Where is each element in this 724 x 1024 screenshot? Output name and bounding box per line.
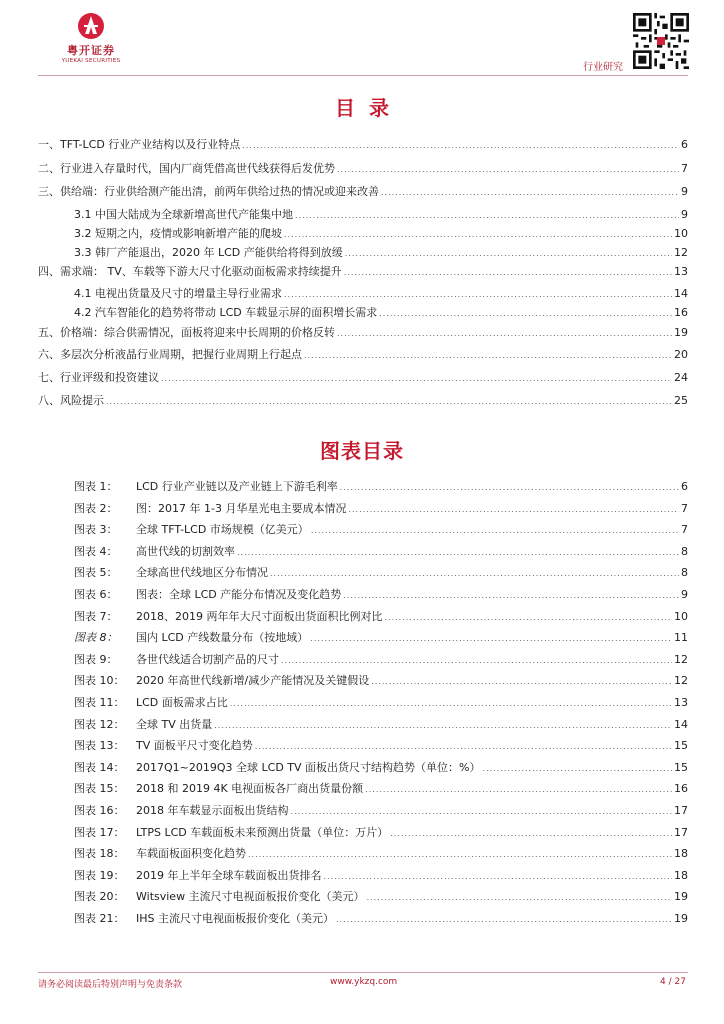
figure-entry[interactable]: [74, 651, 688, 667]
figure-page: 14: [674, 717, 688, 731]
toc-entry[interactable]: [38, 160, 688, 176]
figure-label: TV 面板平尺寸变化趋势: [136, 739, 253, 753]
leader-dots: [242, 141, 679, 150]
figure-entry[interactable]: [74, 910, 688, 926]
figure-label: 全球 TFT-LCD 市场规模（亿美元）: [136, 523, 309, 537]
figure-page: 17: [674, 804, 688, 817]
figure-entry[interactable]: [74, 521, 688, 537]
toc-entry-label: 七、行业评级和投资建议: [38, 371, 159, 384]
leader-dots: [230, 699, 672, 708]
toc-entry-label: 五、价格端：综合供需情况，面板将迎来中长周期的价格反转: [38, 326, 335, 339]
leader-dots: [291, 807, 673, 816]
figure-entry[interactable]: [74, 672, 688, 688]
toc-entry-label: 3.1 中国大陆成为全球新增高世代产能集中地: [74, 208, 293, 221]
figure-entry[interactable]: [74, 867, 688, 883]
figure-number: 图表 16：: [74, 804, 125, 817]
figure-page: 17: [674, 825, 688, 839]
toc-entry[interactable]: [38, 392, 688, 408]
toc-entry-page: 25: [674, 394, 688, 407]
toc-entry-page: 24: [674, 371, 688, 384]
toc-entry-page: 19: [674, 326, 688, 339]
figure-entry[interactable]: [74, 500, 688, 516]
figure-label: IHS 主流尺寸电视面板报价变化（美元）: [136, 912, 334, 925]
figure-label: 图：2017 年 1-3 月华星光电主要成本情况: [136, 501, 347, 515]
toc-entry-label: 四、需求端： TV、车载等下游大尺寸化驱动面板需求持续提升: [38, 265, 342, 278]
leader-dots: [344, 268, 672, 277]
footer-divider: [38, 972, 688, 973]
leader-dots: [106, 397, 672, 406]
leader-dots: [284, 290, 672, 299]
toc-entry-label: 三、供给端：行业供给测产能出清，前两年供给过热的情况或迎来改善: [38, 185, 379, 198]
figure-label: LTPS LCD 车载面板未来预测出货量（单位：万片）: [136, 825, 389, 839]
figure-page: 8: [681, 566, 688, 580]
figure-page: 19: [674, 912, 688, 925]
toc-entry-label: 3.2 短期之内，疫情或影响新增产能的爬坡: [74, 227, 282, 240]
toc-entry-label: 八、风险提示: [38, 394, 104, 407]
leader-dots: [324, 872, 673, 881]
toc-entry-page: 12: [674, 246, 688, 259]
figure-entry[interactable]: [74, 629, 688, 645]
toc-entry-label: 4.2 汽车智能化的趋势将带动 LCD 车载显示屏的面积增长需求: [74, 306, 378, 319]
leader-dots: [255, 742, 672, 751]
figure-number: 图表 13：: [74, 739, 125, 753]
leader-dots: [281, 656, 672, 665]
figure-number: 图表 15：: [74, 782, 125, 796]
toc-entry[interactable]: [38, 136, 688, 152]
logo-text-en: YUEKAI SECURITIES: [61, 58, 121, 64]
figure-number: 图表 7：: [74, 609, 118, 623]
figure-label: 2018、2019 两年年大尺寸面板出货面积比例对比: [136, 609, 383, 623]
figure-number: 图表 11：: [74, 696, 125, 709]
figure-label: 车载面板面积变化趋势: [136, 847, 246, 861]
figures-toc-title: 图表目录: [320, 439, 404, 463]
report-type-label: 行业研究: [583, 62, 623, 73]
figure-number: 图表 18：: [74, 847, 125, 861]
yuekai-logo-icon: [75, 12, 107, 40]
toc-entry[interactable]: [38, 263, 688, 279]
toc-entry[interactable]: [38, 346, 688, 362]
toc-entry[interactable]: [74, 225, 688, 241]
leader-dots: [284, 230, 672, 239]
figure-label: 各世代线适合切割产品的尺寸: [136, 652, 279, 666]
leader-dots: [367, 893, 672, 902]
leader-dots: [340, 483, 679, 492]
footer-page-info: 4 / 27: [660, 977, 686, 987]
figure-page: 12: [674, 652, 688, 666]
leader-dots: [337, 165, 679, 174]
company-logo: [60, 12, 122, 64]
figure-label: 2017Q1~2019Q3 全球 LCD TV 面板出货尺寸结构趋势（单位：%）: [136, 760, 481, 774]
leader-dots: [295, 211, 679, 220]
figure-page: 11: [674, 631, 688, 645]
figure-entry[interactable]: [74, 608, 688, 624]
toc-entry[interactable]: [74, 244, 688, 260]
figure-page: 7: [681, 523, 688, 537]
toc-entry[interactable]: [38, 324, 688, 340]
figure-page: 15: [674, 760, 688, 774]
figure-entry[interactable]: [74, 802, 688, 818]
figure-number: 图表 4：: [74, 544, 118, 558]
toc-entry-page: 7: [681, 162, 688, 175]
toc-entry-label: 3.3 韩厂产能退出，2020 年 LCD 产能供给将得到放缓: [74, 246, 343, 259]
leader-dots: [336, 915, 672, 924]
leader-dots: [214, 721, 672, 730]
leader-dots: [343, 591, 679, 600]
qr-code-icon: [633, 13, 689, 69]
toc-entry[interactable]: [74, 285, 688, 301]
figure-number: 图表 10：: [74, 674, 125, 688]
figure-label: 2020 年高世代线新增/减少产能情况及关键假设: [136, 674, 370, 688]
leader-dots: [337, 329, 672, 338]
figure-page: 18: [674, 868, 688, 882]
figure-page: 15: [674, 739, 688, 753]
toc-entry-page: 20: [674, 348, 688, 361]
toc-entry-page: 13: [674, 265, 688, 278]
figure-page: 18: [674, 847, 688, 861]
figure-entry[interactable]: [74, 888, 688, 904]
leader-dots: [237, 548, 679, 557]
toc-entry[interactable]: [38, 369, 688, 385]
leader-dots: [482, 764, 672, 773]
figure-number: 图表 17：: [74, 825, 125, 839]
logo-text-cn: 粤开证券: [67, 44, 115, 57]
toc-entry[interactable]: [74, 206, 688, 222]
leader-dots: [365, 785, 672, 794]
leader-dots: [371, 677, 672, 686]
figure-entry[interactable]: [74, 824, 688, 840]
footer-website: www.ykzq.com: [330, 977, 398, 987]
figure-label: Witsview 主流尺寸电视面板报价变化（美元）: [136, 890, 365, 904]
header-divider: [38, 75, 688, 76]
toc-entry[interactable]: [38, 183, 688, 199]
figure-entry[interactable]: [74, 716, 688, 732]
toc-entry-label: 一、TFT-LCD 行业产业结构以及行业特点: [38, 138, 241, 151]
figure-label: 2018 和 2019 4K 电视面板各厂商出货量份额: [136, 782, 364, 796]
figure-number: 图表 1：: [74, 480, 118, 493]
toc-entry-page: 16: [674, 306, 688, 319]
figure-number: 图表 20：: [74, 890, 125, 904]
figure-label: LCD 面板需求占比: [136, 696, 228, 709]
figure-label: 图表：全球 LCD 产能分布情况及变化趋势: [136, 588, 342, 601]
figure-number: 图表 5：: [74, 566, 118, 580]
toc-entry-page: 10: [674, 227, 688, 240]
figure-number: 图表 9：: [74, 652, 118, 666]
figure-label: 2019 年上半年全球车载面板出货排名: [136, 868, 322, 882]
figure-page: 12: [674, 674, 688, 688]
figure-page: 19: [674, 890, 688, 904]
leader-dots: [348, 505, 679, 514]
figure-number: 图表 6：: [74, 588, 118, 601]
footer-disclaimer: 请务必阅读最后特别声明与免责条款: [38, 980, 183, 990]
toc-entry-page: 9: [681, 208, 688, 221]
toc-entry-label: 4.1 电视出货量及尺寸的增量主导行业需求: [74, 287, 282, 300]
figure-label: LCD 行业产业链以及产业链上下游毛利率: [136, 480, 338, 493]
figure-page: 8: [681, 544, 688, 558]
leader-dots: [311, 526, 679, 535]
leader-dots: [310, 634, 672, 643]
figure-number: 图表 14：: [74, 760, 125, 774]
leader-dots: [270, 569, 679, 578]
figure-page: 16: [674, 782, 688, 796]
leader-dots: [161, 374, 672, 383]
figure-page: 9: [681, 588, 688, 601]
figure-entry[interactable]: [74, 737, 688, 753]
leader-dots: [379, 309, 672, 318]
toc-entry-label: 二、行业进入存量时代，国内厂商凭借高世代线获得后发优势: [38, 162, 335, 175]
toc-title: 目录: [335, 96, 403, 120]
figure-entry[interactable]: [74, 586, 688, 602]
figure-entry[interactable]: [74, 478, 688, 494]
figure-entry[interactable]: [74, 759, 688, 775]
leader-dots: [248, 850, 672, 859]
toc-entry[interactable]: [74, 304, 688, 320]
leader-dots: [381, 188, 679, 197]
leader-dots: [384, 613, 672, 622]
figure-page: 10: [674, 609, 688, 623]
figure-entry[interactable]: [74, 780, 688, 796]
figure-page: 6: [681, 480, 688, 493]
figure-number: 图表 8：: [74, 631, 118, 645]
figure-page: 7: [681, 501, 688, 515]
figure-number: 图表 19：: [74, 868, 125, 882]
figure-number: 图表 21：: [74, 912, 125, 925]
figure-page: 13: [674, 696, 688, 709]
figure-number: 图表 2：: [74, 501, 118, 515]
toc-entry-page: 9: [681, 185, 688, 198]
figure-entry[interactable]: [74, 543, 688, 559]
figure-label: 高世代线的切割效率: [136, 544, 235, 558]
toc-entry-page: 14: [674, 287, 688, 300]
figure-label: 全球高世代线地区分布情况: [136, 566, 268, 580]
toc-entry-label: 六、多层次分析液晶行业周期，把握行业周期上行起点: [38, 348, 302, 361]
toc-entry-page: 6: [681, 138, 688, 151]
leader-dots: [304, 351, 672, 360]
figure-label: 全球 TV 出货量: [136, 717, 213, 731]
figure-label: 国内 LCD 产线数量分布（按地域）: [136, 631, 309, 645]
figure-entry[interactable]: [74, 564, 688, 580]
figure-entry[interactable]: [74, 845, 688, 861]
figure-number: 图表 12：: [74, 717, 125, 731]
leader-dots: [390, 829, 672, 838]
figure-label: 2018 年车载显示面板出货结构: [136, 804, 289, 817]
figure-entry[interactable]: [74, 694, 688, 710]
leader-dots: [345, 249, 672, 258]
figure-number: 图表 3：: [74, 523, 118, 537]
